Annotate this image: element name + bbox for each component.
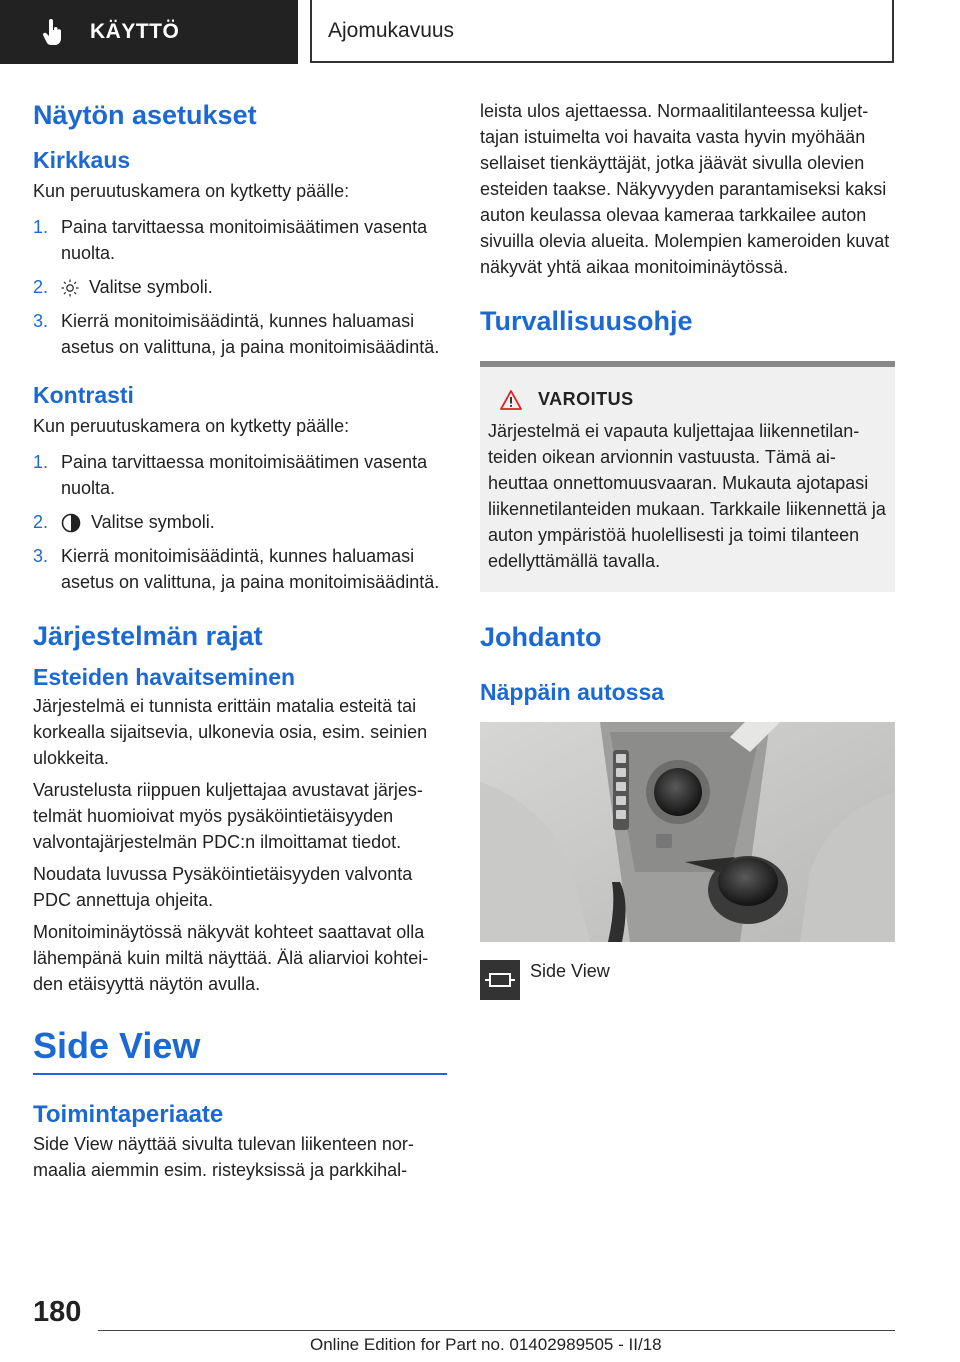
brightness-steps xyxy=(33,214,447,360)
heading-system-limits: Järjestelmän rajat xyxy=(33,621,263,651)
warning-text: Järjestelmä ei vapauta kuljettajaa liikennetilanteiden oikean arvionnin vastuusta. Tämä aiheuttaa onnettomuusvaaran. Mukauta ajotapasi liikennetilanteiden mukaan. Tarkkaile liikennettä ja auton ympäristöä huolellisesti ja toimi tilanteen edellyttämällä tavalla. xyxy=(488,421,886,571)
side-view-button-row xyxy=(480,960,895,1000)
heading-side-view: Side View xyxy=(33,1025,201,1066)
warning-title: VAROITUS xyxy=(538,389,634,409)
section-tab-label: KÄYTTÖ xyxy=(90,20,180,43)
hand-pointer-icon xyxy=(42,19,64,45)
warning-box xyxy=(480,361,895,592)
heading-contrast: Kontrasti xyxy=(33,382,134,408)
step-number: 3. xyxy=(33,546,49,566)
list-item xyxy=(33,509,447,535)
step-text: Paina tarvittaessa monitoimisäätimen vasenta nuolta. xyxy=(61,452,428,498)
principle-paragraph: Side View näyttää sivulta tulevan liikenteen normaalia aiemmin esim. risteyksissä ja parkkihal- xyxy=(33,1134,414,1180)
contrast-intro: Kun peruutuskamera on kytketty päälle: xyxy=(33,416,350,436)
section-tab xyxy=(0,0,298,64)
obstacle-paragraph-2: Varustelusta riippuen kuljettajaa avustavat järjestelmät huomioivat myös pysäköintietäisyyden valvontajärjestelmän PDC:n ilmoittamat tiedot. xyxy=(33,780,423,852)
side-view-button-icon xyxy=(480,960,520,1000)
page-number: 180 xyxy=(33,1296,82,1328)
heading-introduction: Johdanto xyxy=(480,622,602,652)
heading-button-in-car: Näppäin autossa xyxy=(480,679,665,705)
step-number: 2. xyxy=(33,512,49,532)
brightness-intro: Kun peruutuskamera on kytketty päälle: xyxy=(33,181,350,201)
contrast-steps xyxy=(33,449,447,595)
obstacle-paragraph-4: Monitoiminäytössä näkyvät kohteet saattavat olla lähempänä kuin miltä näyttää. Älä aliarvioi kohteiden etäisyyttä näytön avulla. xyxy=(33,922,429,994)
step-number: 1. xyxy=(33,217,49,237)
continued-paragraph: leista ulos ajettaessa. Normaalitilanteessa kuljettajan istuimelta voi havaita vasta hyvin myöhään sellaiset tienkäyttäjät, jotka jäävät sivulla olevien esteiden taakse. Näkyvyyden parantamiseksi kaksi auton keulassa olevaa kameraa tarkkailee auton sivuilla olevia alueita. Molempien kameroiden kuvat näkyvät yhtä aikaa monitoiminäytössä. xyxy=(480,101,890,277)
heading-display-settings: Näytön asetukset xyxy=(33,100,257,130)
warning-header xyxy=(488,389,887,410)
warning-triangle-icon xyxy=(500,390,522,410)
step-text: Valitse symboli. xyxy=(89,277,213,297)
heading-operating-principle: Toimintaperiaate xyxy=(33,1101,224,1128)
side-view-button-label: Side View xyxy=(530,961,610,981)
list-item xyxy=(33,449,447,501)
heading-safety: Turvallisuusohje xyxy=(480,306,693,336)
contrast-icon xyxy=(61,513,81,533)
right-column xyxy=(480,98,895,1000)
section-divider xyxy=(33,1073,447,1075)
edition-text: Online Edition for Part no. 01402989505 - II/18 xyxy=(310,1335,662,1354)
step-text: Kierrä monitoimisäädintä, kunnes haluamasi asetus on valittuna, ja paina monitoimisäädintä. xyxy=(61,311,440,357)
step-number: 3. xyxy=(33,311,49,331)
sun-icon xyxy=(61,279,79,297)
list-item xyxy=(33,543,447,595)
footer-divider xyxy=(98,1330,895,1331)
obstacle-paragraph-3: Noudata luvussa Pysäköintietäisyyden valvonta PDC annettuja ohjeita. xyxy=(33,864,413,910)
obstacle-paragraph-1: Järjestelmä ei tunnista erittäin matalia esteitä tai korkealla sijaitsevia, ulkonevia osia, esim. seinien ulokkeita. xyxy=(33,696,428,768)
center-console-photo xyxy=(480,722,895,942)
left-column xyxy=(33,100,447,1183)
step-number: 2. xyxy=(33,277,49,297)
step-text: Valitse symboli. xyxy=(91,512,215,532)
step-text: Paina tarvittaessa monitoimisäätimen vasenta nuolta. xyxy=(61,217,428,263)
heading-brightness: Kirkkaus xyxy=(33,147,131,173)
step-number: 1. xyxy=(33,452,49,472)
list-item xyxy=(33,214,447,266)
chapter-tab xyxy=(310,0,894,63)
heading-obstacle-detection: Esteiden havaitseminen xyxy=(33,664,296,690)
step-text: Kierrä monitoimisäädintä, kunnes haluamasi asetus on valittuna, ja paina monitoimisäädintä. xyxy=(61,546,440,592)
list-item xyxy=(33,274,447,300)
list-item xyxy=(33,308,447,360)
chapter-tab-label: Ajomukavuus xyxy=(328,18,455,42)
